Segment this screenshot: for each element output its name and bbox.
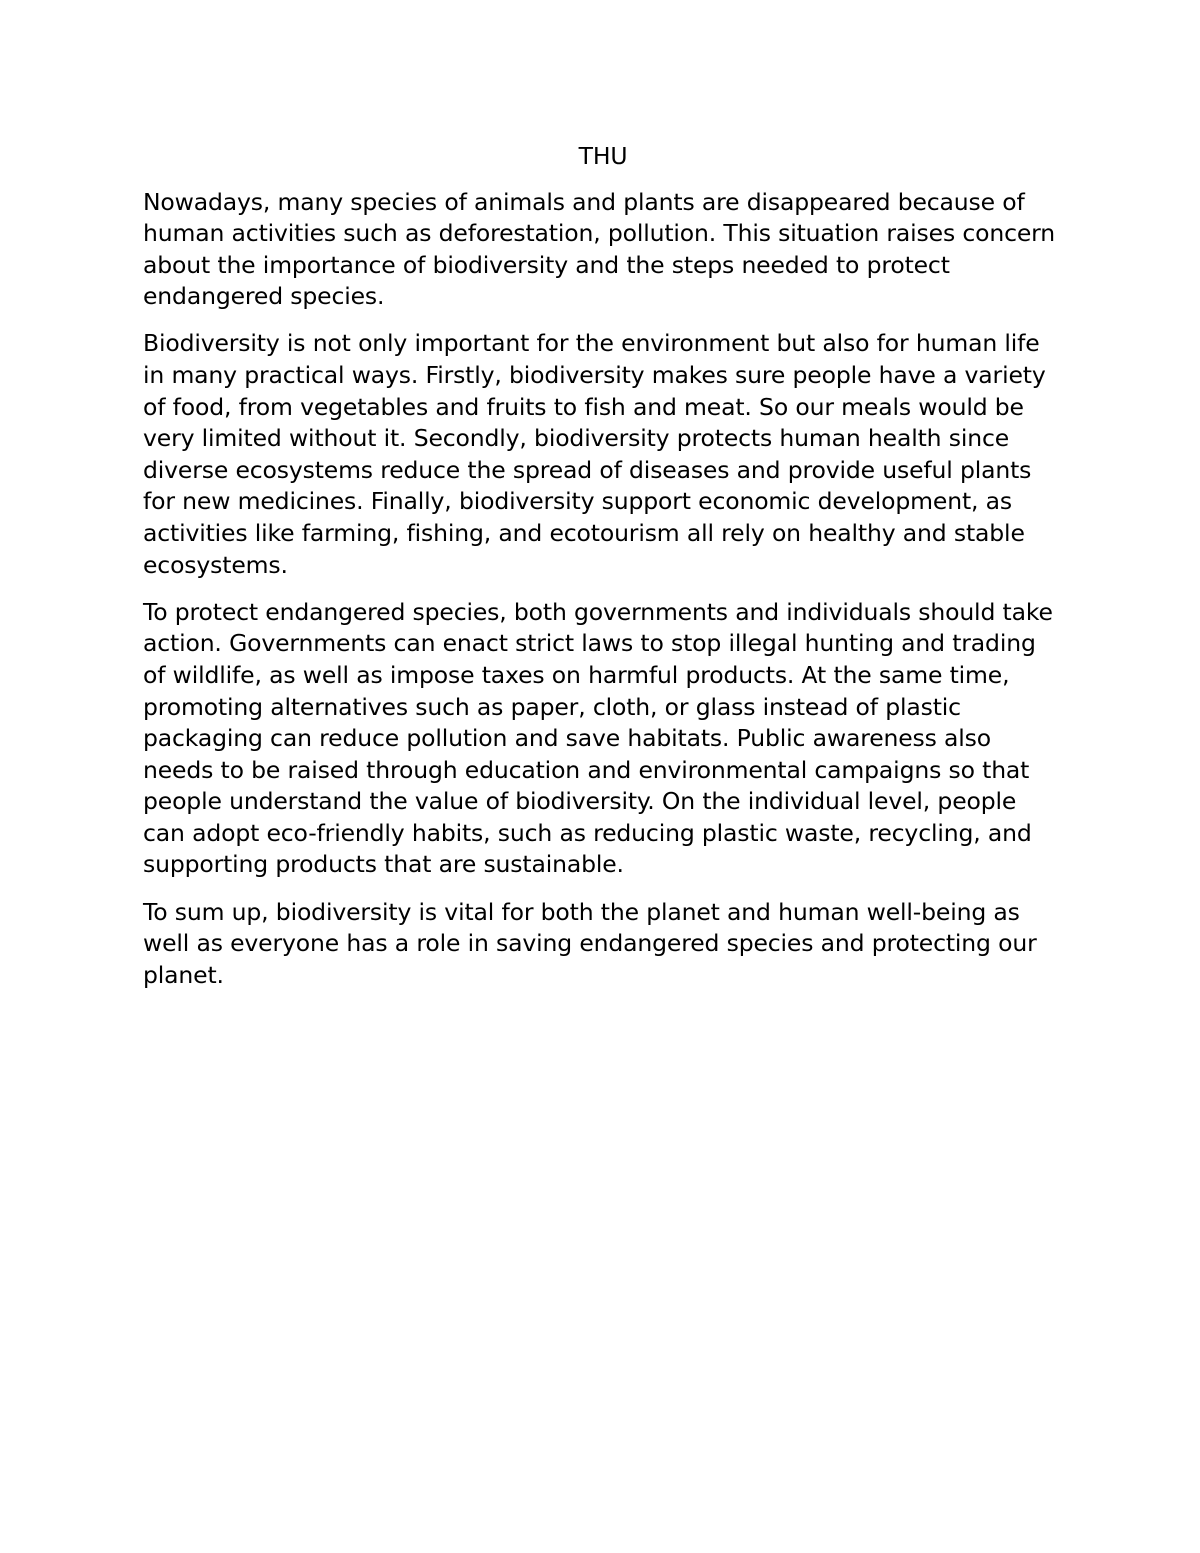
document-title: THU bbox=[578, 142, 628, 170]
paragraph-importance: Biodiversity is not only important for the environment but also for human life in many practical ways. Firstly, biodiversity makes sure people have a variety of food, from vegetables and fruits to fish and meat. So our meals would be very limited without it. Secondly, biodiversity protects human health since diverse ecosystems reduce the spread of diseases and provide useful plants for new medicines. Finally, biodiversity support economic development, as activities like farming, fishing, and ecotourism all rely on healthy and stable ecosystems. bbox=[143, 329, 1046, 579]
document-body bbox=[143, 141, 1063, 1007]
paragraph-protection: To protect endangered species, both governments and individuals should take action. Governments can enact strict laws to stop illegal hunting and trading of wildlife, as well as impose taxes on harmful products. At the same time, promoting alternatives such as paper, cloth, or glass instead of plastic packaging can reduce pollution and save habitats. Public awareness also needs to be raised through education and environmental campaigns so that people understand the value of biodiversity. On the individual level, people can adopt eco-friendly habits, such as reducing plastic waste, recycling, and supporting products that are sustainable. bbox=[143, 597, 1053, 879]
paragraph-introduction: Nowadays, many species of animals and plants are disappeared because of human activities such as deforestation, pollution. This situation raises concern about the importance of biodiversity and the steps needed to protect endangered species. bbox=[143, 187, 1056, 311]
paragraph-conclusion: To sum up, biodiversity is vital for both the planet and human well-being as well as everyone has a role in saving endangered species and protecting our planet. bbox=[143, 897, 1037, 989]
